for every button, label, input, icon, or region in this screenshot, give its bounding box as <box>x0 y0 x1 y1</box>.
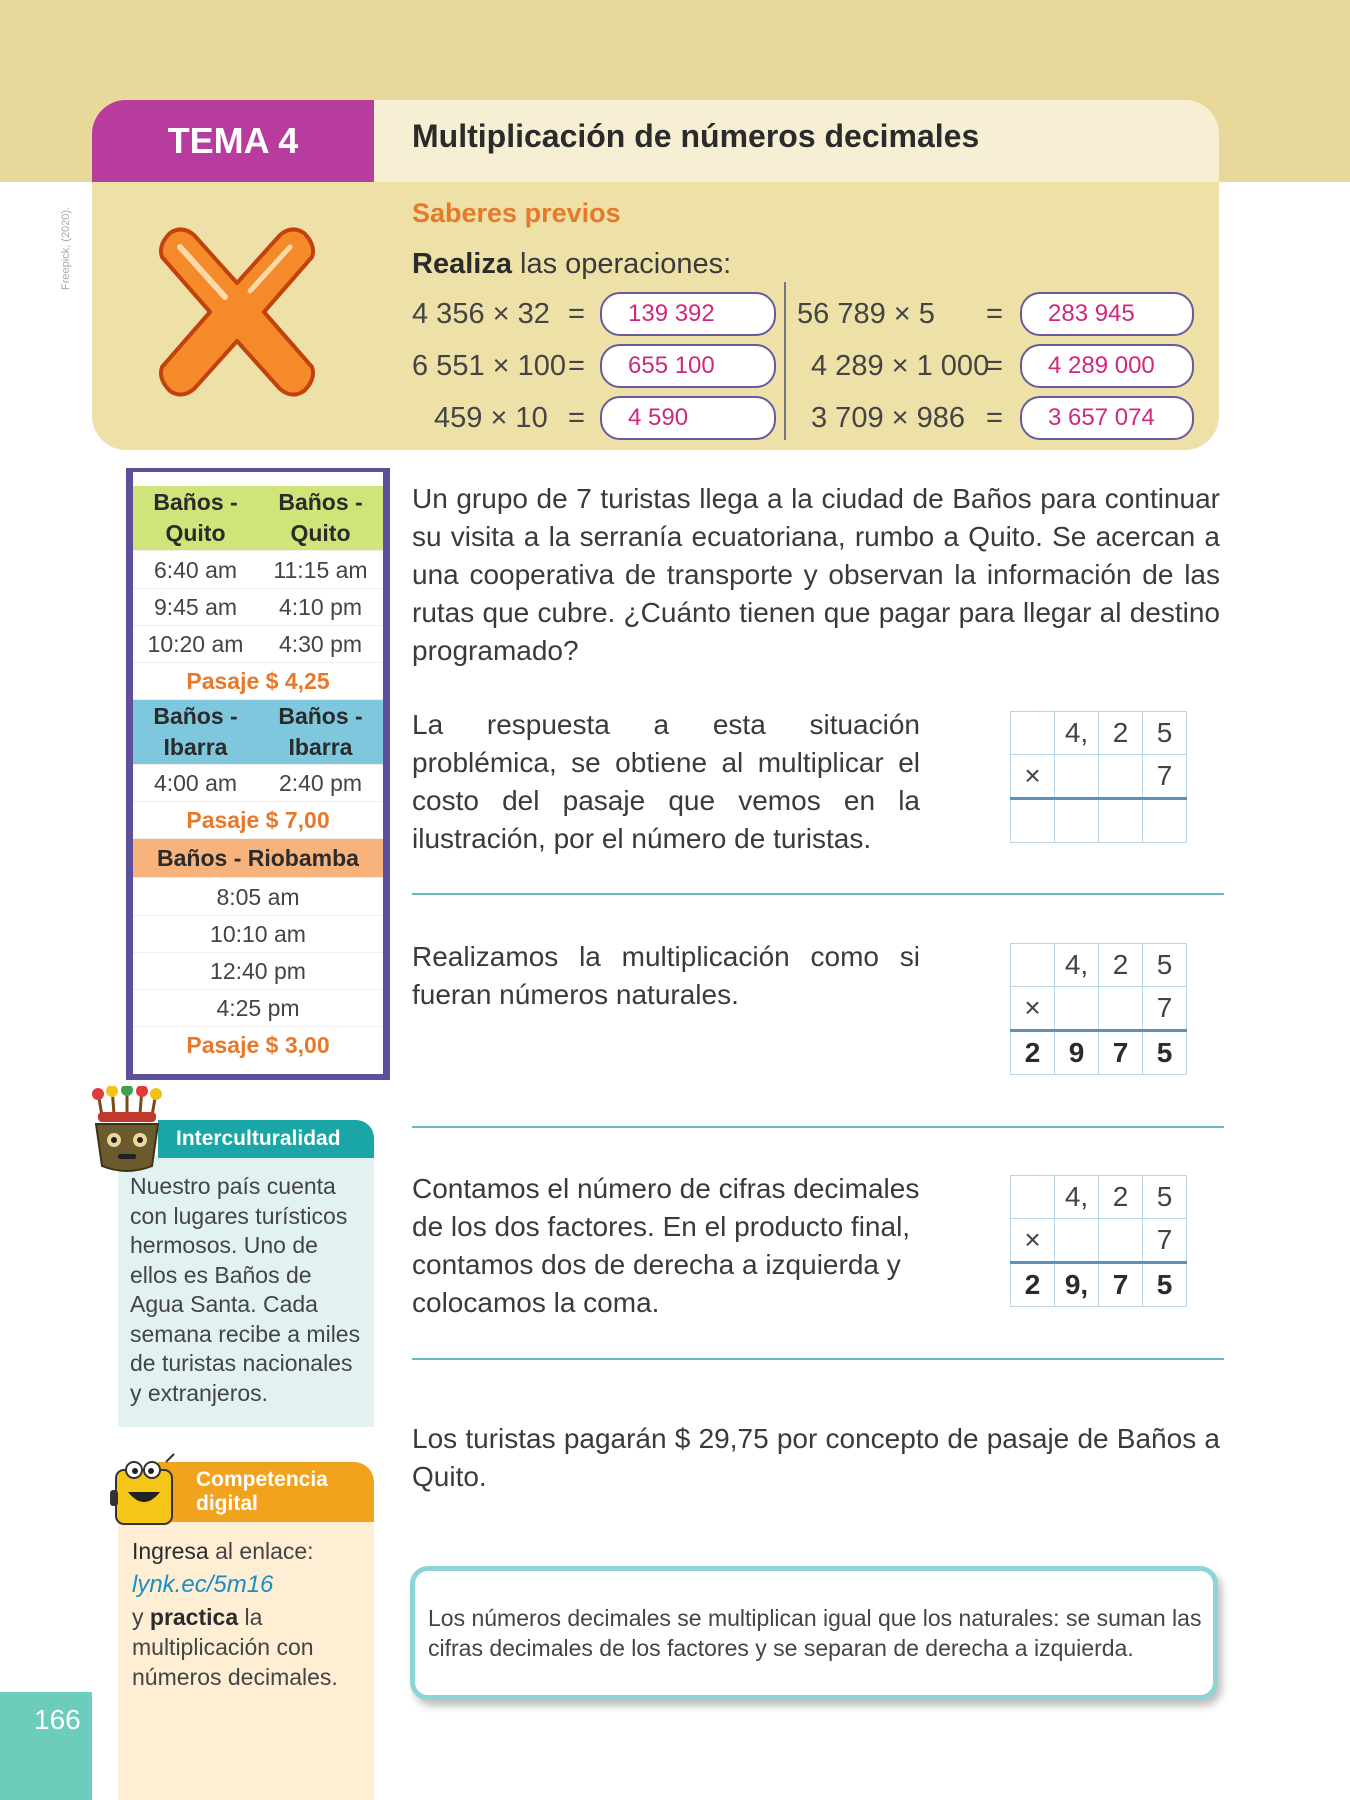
practica-bold: practica <box>149 1604 239 1630</box>
image-credit: Freepick, (2020). <box>60 206 72 290</box>
saberes-previos-heading: Saberes previos <box>412 198 621 228</box>
table-cell: 4:00 am <box>153 769 238 796</box>
table-row <box>133 626 383 663</box>
multiplication-x-icon <box>150 225 325 400</box>
multiplication-grid-3 <box>1010 1175 1187 1307</box>
grid-cell: 2 <box>1011 1263 1055 1307</box>
grid-cell: × <box>1011 987 1055 1031</box>
al-enlace-text: al enlace: <box>208 1538 314 1564</box>
grid-cell: × <box>1011 755 1055 799</box>
operation-right-2: 4 289 × 1 000 <box>811 350 990 382</box>
competencia-digital-heading <box>158 1462 374 1522</box>
table-cell: 4:10 pm <box>278 593 363 620</box>
fare-label: Pasaje $ 4,25 <box>186 667 330 694</box>
y-text: y <box>132 1604 150 1630</box>
section-divider <box>412 1126 1224 1128</box>
operations-divider <box>784 282 786 440</box>
grid-cell: 5 <box>1143 1031 1187 1075</box>
lynk-link[interactable]: lynk.ec/5m16 <box>132 1571 274 1598</box>
step1-paragraph: La respuesta a esta situación problémica, se obtiene al multiplicar el costo del pasaje que vemos en la ilustración, por el número de turistas. <box>412 709 920 854</box>
table-cell: 9:45 am <box>153 593 238 620</box>
grid-cell: 9 <box>1055 1031 1099 1075</box>
multiplication-grid-1 <box>1010 711 1187 843</box>
answer-field[interactable]: 4 289 000 <box>1020 344 1194 388</box>
table-cell: 6:40 am <box>153 556 238 583</box>
table-row <box>133 552 383 589</box>
practica-rest: la multiplicación con números decimales. <box>132 1604 338 1690</box>
grid-cell <box>1055 755 1099 799</box>
grid-cell: 5 <box>1143 944 1187 987</box>
grid-cell: 7 <box>1143 1219 1187 1263</box>
grid-cell: 2 <box>1099 1176 1143 1219</box>
grid-cell <box>1055 987 1099 1031</box>
ingresa-line <box>132 1536 372 1566</box>
competencia-title-line1: Competencia <box>196 1468 328 1491</box>
riobamba-header-row <box>133 839 383 878</box>
grid-cell <box>1011 944 1055 987</box>
equals-sign: = <box>986 298 1003 330</box>
ibarra-header-row <box>133 700 383 765</box>
grid-cell <box>1099 1219 1143 1263</box>
table-header: Baños - Ibarra <box>278 703 363 760</box>
table-cell: 10:10 am <box>210 920 306 947</box>
table-header: Baños - Quito <box>153 489 238 546</box>
tema-label: TEMA 4 <box>92 100 374 182</box>
table-cell: 8:05 am <box>216 883 300 910</box>
fare-label: Pasaje $ 7,00 <box>186 806 330 833</box>
price-row <box>133 802 383 839</box>
table-header: Baños - Riobamba <box>157 844 359 871</box>
realiza-bold: Realiza <box>412 248 512 280</box>
step2-paragraph: Realizamos la multiplicación como si fueran números naturales. <box>412 941 920 1010</box>
table-header: Baños - Ibarra <box>153 703 238 760</box>
grid-cell: 4, <box>1055 1176 1099 1219</box>
grid-cell <box>1055 1219 1099 1263</box>
section-divider <box>412 893 1224 895</box>
table-row <box>133 990 383 1027</box>
rule-text: Los números decimales se multiplican igual que los naturales: se suman las cifras decimales de los factores y se separan de derecha a izquierda. <box>428 1605 1202 1661</box>
answer-field[interactable]: 4 590 <box>600 396 776 440</box>
table-header: Baños - Quito <box>278 489 363 546</box>
realiza-rest: las operaciones: <box>511 248 732 280</box>
answer-field[interactable]: 655 100 <box>600 344 776 388</box>
operation-right-3: 3 709 × 986 <box>811 402 966 434</box>
grid-cell: 5 <box>1143 712 1187 755</box>
conclusion-paragraph: Los turistas pagarán $ 29,75 por concepto de pasaje de Baños a Quito. <box>412 1423 1220 1492</box>
table-row <box>133 765 383 802</box>
page-title: Multiplicación de números decimales <box>412 118 980 154</box>
table-cell: 12:40 pm <box>210 957 306 984</box>
answer-field[interactable]: 139 392 <box>600 292 776 336</box>
grid-cell: 7 <box>1099 1263 1143 1307</box>
robot-icon <box>108 1452 184 1530</box>
quito-header-row <box>133 486 383 551</box>
answer-field[interactable]: 283 945 <box>1020 292 1194 336</box>
grid-cell: 2 <box>1011 1031 1055 1075</box>
operation-left-1: 4 356 × 32 <box>412 298 550 330</box>
grid-cell <box>1055 799 1099 843</box>
section-divider <box>412 1358 1224 1360</box>
competencia-title-line2: digital <box>196 1492 258 1515</box>
grid-cell <box>1099 799 1143 843</box>
price-row <box>133 663 383 700</box>
operation-right-1: 56 789 × 5 <box>797 298 935 330</box>
ingresa-bold: Ingresa <box>132 1538 209 1564</box>
equals-sign: = <box>986 350 1003 382</box>
grid-cell: 5 <box>1143 1263 1187 1307</box>
table-cell: 4:30 pm <box>278 630 363 657</box>
grid-cell: 7 <box>1099 1031 1143 1075</box>
grid-cell: 4, <box>1055 712 1099 755</box>
grid-cell: 9, <box>1055 1263 1099 1307</box>
operation-left-2: 6 551 × 100 <box>412 350 567 382</box>
competencia-digital-text <box>132 1536 372 1692</box>
practica-line <box>132 1602 372 1692</box>
table-cell: 4:25 pm <box>216 994 300 1021</box>
fare-label: Pasaje $ 3,00 <box>186 1031 330 1058</box>
operation-left-3: 459 × 10 <box>434 402 548 434</box>
table-cell: 11:15 am <box>273 556 368 583</box>
realiza-instruction <box>412 248 731 281</box>
equals-sign: = <box>986 402 1003 434</box>
grid-cell: × <box>1011 1219 1055 1263</box>
table-row <box>133 589 383 626</box>
page-number: 166 <box>34 1704 81 1735</box>
grid-cell <box>1143 799 1187 843</box>
grid-cell: 4, <box>1055 944 1099 987</box>
grid-cell <box>1011 712 1055 755</box>
multiplication-grid-2 <box>1010 943 1187 1075</box>
grid-cell <box>1099 755 1143 799</box>
mask-icon <box>86 1086 168 1176</box>
grid-cell: 7 <box>1143 987 1187 1031</box>
equals-sign: = <box>568 298 585 330</box>
grid-cell: 2 <box>1099 944 1143 987</box>
step3-paragraph: Contamos el número de cifras decimales de los dos factores. En el producto final, contamos dos de derecha a izquierda y colocamos la coma. <box>412 1173 920 1318</box>
table-row <box>133 953 383 990</box>
interculturalidad-heading: Interculturalidad <box>158 1120 374 1158</box>
equals-sign: = <box>568 402 585 434</box>
table-cell: 10:20 am <box>147 630 244 657</box>
interculturalidad-text: Nuestro país cuenta con lugares turísticos hermosos. Uno de ellos es Baños de Agua Santa. Cada semana recibe a miles de turistas nacionales y extranjeros. <box>130 1173 361 1406</box>
table-cell: 2:40 pm <box>278 769 363 796</box>
grid-cell: 7 <box>1143 755 1187 799</box>
bus-schedule-table <box>126 468 390 1080</box>
grid-cell: 2 <box>1099 712 1143 755</box>
grid-cell <box>1011 799 1055 843</box>
grid-cell <box>1011 1176 1055 1219</box>
grid-cell <box>1099 987 1143 1031</box>
intro-paragraph: Un grupo de 7 turistas llega a la ciudad de Baños para continuar su visita a la serranía ecuatoriana, rumbo a Quito. Se acercan a una cooperativa de transporte y observan la información de las rutas que cubre. ¿Cuánto tienen que pagar para llegar al destino programado? <box>412 483 1220 666</box>
answer-field[interactable]: 3 657 074 <box>1020 396 1194 440</box>
grid-cell: 5 <box>1143 1176 1187 1219</box>
equals-sign: = <box>568 350 585 382</box>
table-row <box>133 916 383 953</box>
table-row <box>133 879 383 916</box>
price-row <box>133 1027 383 1063</box>
